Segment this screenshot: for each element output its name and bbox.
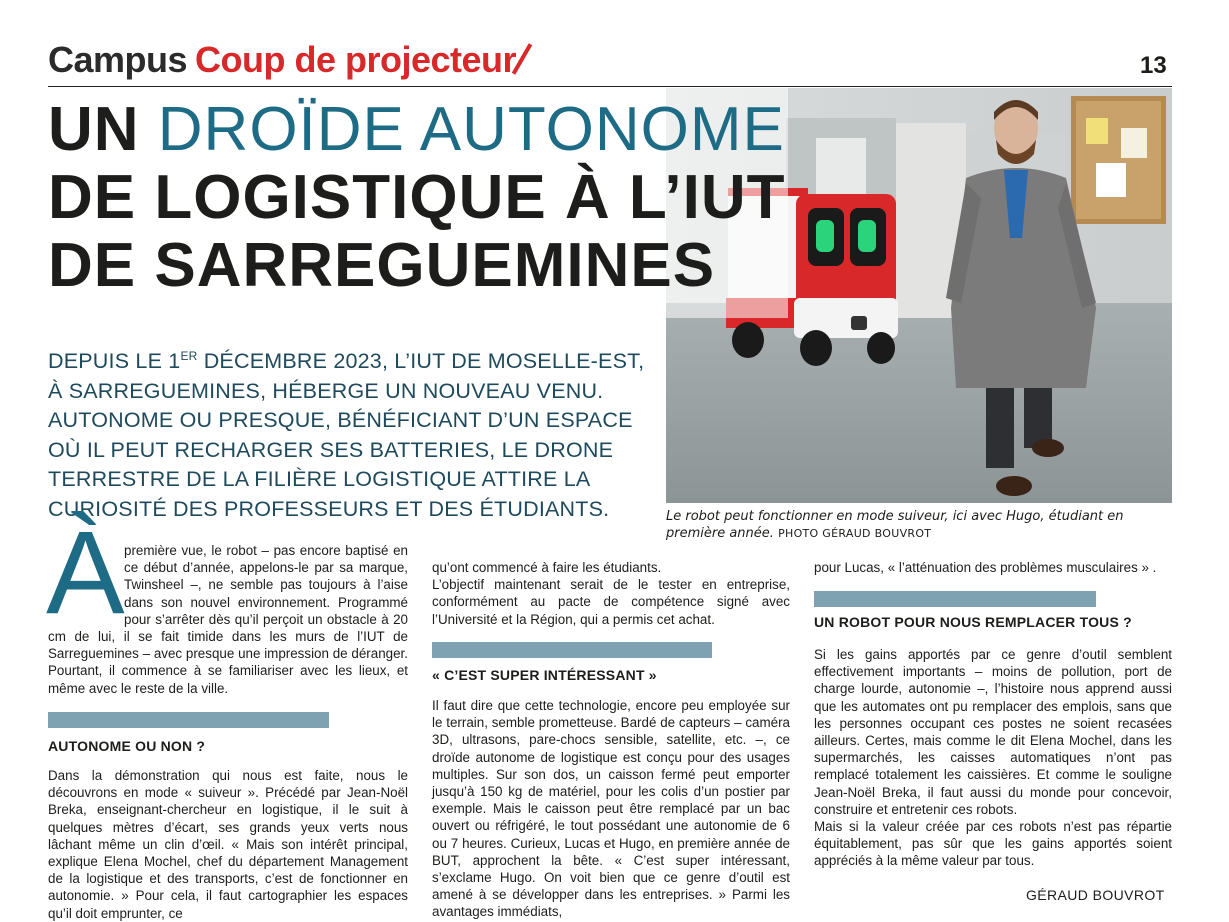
author-signature: GÉRAUD BOUVROT	[1026, 887, 1165, 903]
subhead-autonome: AUTONOME OU NON ?	[48, 738, 206, 754]
column-3-body	[814, 646, 1172, 870]
title-line2: DE LOGISTIQUE À L’IUT	[48, 163, 786, 232]
title-line3: DE SARREGUEMINES	[48, 231, 716, 300]
paragraph-gains: Si les gains apportés par ce genre d’outil semblent effectivement importants – moins de pollution, port de charge lourde, autonomie –, l’histoire nous apprend aussi que les automates ont pu remplacer des emplois, sans que les personnes occupant ces postes ne soient recasées ailleurs. Certes, mais comme le dit Elena Mochel, dans les supermarchés, les caisses automatiques n’ont pas remplacé totalement les caissières. Et comme le souligne Jean-Noël Breka, il faut aussi du monde pour concevoir, construire et entretenir ces robots.	[814, 647, 1172, 817]
article-title	[48, 96, 808, 300]
subhead-remplacer: UN ROBOT POUR NOUS REMPLACER TOUS ?	[814, 614, 1132, 630]
column-2-body	[432, 697, 790, 921]
lead-text-start: DEPUIS LE 1	[48, 349, 181, 373]
column-1-body	[48, 767, 408, 922]
title-line1-bold: UN	[48, 95, 158, 164]
paragraph-lucas: pour Lucas, « l’atténuation des problèmes musculaires » .	[814, 560, 1157, 575]
paragraph-demo: Dans la démonstration qui nous est faite, nous le découvrons en mode « suiveur ». Précédé par Jean-Noël Breka, enseignant-chercheur en logistique, il le suit à quelques mètres d’écart, ses grands yeux verts nous lâchant même un clin d’œil. « Mais son intérêt principal, explique Elena Mochel, chef du département Management de la logistique et des transports, c’est de fonctionner en autonomie. » Pour cela, il faut cartographier les espaces qu’il doit emprunter, ce	[48, 768, 408, 921]
dropcap-spacer	[48, 542, 124, 628]
title-line1-light: DROÏDE AUTONOME	[157, 95, 785, 164]
column-1-intro	[48, 542, 408, 697]
caption-text: Le robot peut fonctionner en mode suiveur, ici avec Hugo, étudiant en première année.	[666, 509, 1124, 541]
paragraph-objective: L’objectif maintenant serait de le tester en entreprise, conformément au pacte de compétence signé avec l’Université et la Région, qui a permis cet achat.	[432, 577, 790, 627]
intro-paragraph: première vue, le robot – pas encore baptisé en ce début d’année, appelons-le par sa marque, Twinsheel –, ne semble pas toujours à l’aise dans son nouvel environnement. Programmé pour s’arrêter dès qu’il perçoit un obstacle à 20 cm de lui, il se fait timide dans les murs de l’IUT de Sarreguemines – avec presque une impression de déranger. Pourtant, il commence à se familiariser avec les lieux, et même avec le reste de la ville.	[48, 543, 408, 696]
paragraph-technology: Il faut dire que cette technologie, encore peu employée sur le terrain, semble prometteuse. Bardé de capteurs – caméra 3D, ultrasons, pare-chocs sensible, satellite, etc. –, ce droïde autonome de logistique est conçu pour des usages multiples. Sur son dos, un caisson fermé peut emporter jusqu’à 150 kg de matériel, pour les colis d’un postier par exemple. Mais le caisson peut être remplacé par un bac ouvert ou réfrigéré, le tout possédant une autonomie de 6 ou 7 heures. Curieux, Lucas et Hugo, en première année de BUT, approchent la bête. « C’est super intéressant, s’exclame Hugo. On voit bien que ce genre d’outil est amené à se développer dans les entreprises. » Parmi les avantages immédiats,	[432, 698, 790, 920]
section-kicker	[48, 36, 524, 84]
subhead-bar-3	[814, 591, 1096, 607]
rubric-label: Campus	[48, 39, 188, 80]
lead-text-rest: DÉCEMBRE 2023, L’IUT DE MOSELLE-EST, À SARREGUEMINES, HÉBERGE UN NOUVEAU VENU. AUTONOME OU PRESQUE, BÉNÉFICIANT D’UN ESPACE OÙ IL PEUT RECHARGER SES BATTERIES, LE DRONE TERRESTRE DE LA FILIÈRE LOGISTIQUE ATTIRE LA CURIOSITÉ DES PROFESSEURS ET DES ÉTUDIANTS.	[48, 349, 645, 521]
column-3-top	[814, 559, 1172, 576]
lead-superscript: ER	[180, 349, 198, 363]
photo-caption	[666, 508, 1172, 542]
drop-cap: À	[46, 507, 125, 639]
subhead-bar-2	[432, 642, 712, 658]
paragraph-valeur: Mais si la valeur créée par ces robots n’est pas répartie équitablement, pas sûr que les gains apportés soient appréciés à la même valeur par tous.	[814, 819, 1172, 869]
subhead-bar-1	[48, 712, 329, 728]
section-label: Coup de projecteur	[195, 39, 517, 80]
subhead-interessant: « C’EST SUPER INTÉRESSANT »	[432, 667, 657, 683]
header-divider	[48, 86, 1172, 87]
paragraph-students: qu’ont commencé à faire les étudiants.	[432, 560, 662, 575]
article-lead	[48, 342, 648, 524]
column-2-top	[432, 559, 790, 628]
photo-credit: PHOTO GÉRAUD BOUVROT	[778, 527, 932, 540]
page-number: 13	[1140, 52, 1167, 79]
